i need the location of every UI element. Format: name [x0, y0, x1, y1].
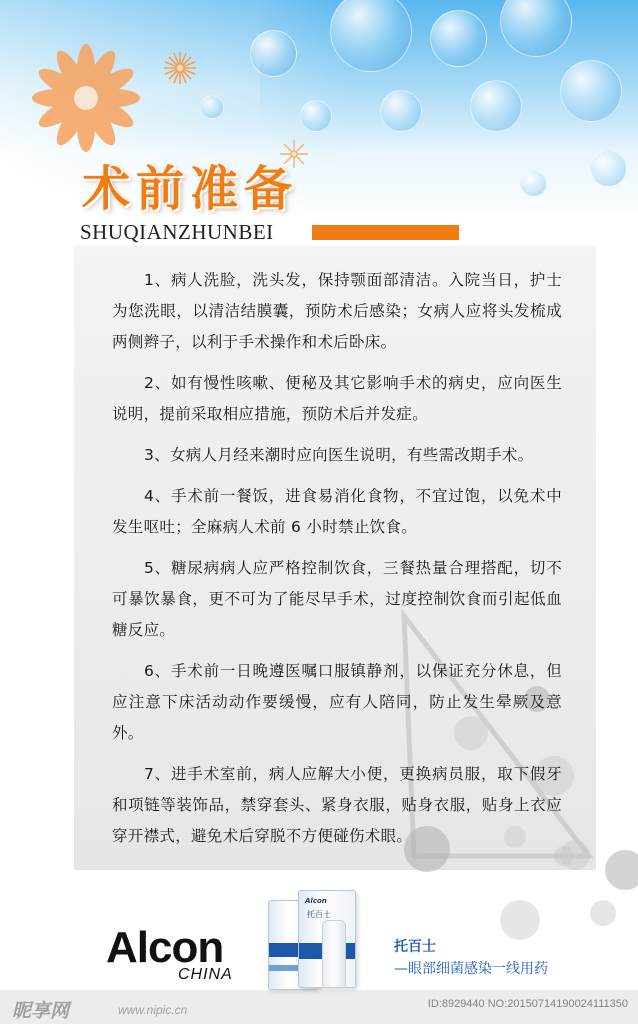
product-slogan: —眼部细菌感染一线用药 [394, 961, 548, 977]
bubble-decoration [520, 170, 547, 197]
circle-decoration [590, 900, 616, 926]
product-name: 托百士 [394, 939, 436, 955]
logo-subtext: CHINA [178, 966, 233, 983]
instruction-item: 3、女病人月经来潮时应向医生说明，有些需改期手术。 [144, 446, 534, 464]
bubble-decoration [470, 80, 522, 132]
flower-icon [162, 50, 198, 86]
instruction-item: 5、糖尿病病人应严格控制饮食，三餐热量合理搭配，切不可暴饮暴食，更不可为了能尽早手术，过度控制饮食而引起低血糖反应。 [112, 559, 562, 639]
product-bottle-image [322, 920, 346, 988]
bubble-decoration [300, 100, 332, 132]
bubble-decoration [590, 150, 627, 187]
flower-icon [30, 42, 142, 154]
circle-decoration [500, 900, 540, 940]
instruction-item: 7、进手术室前，病人应解大小便，更换病员服，取下假牙和项链等装饰品，禁穿套头、紧身衣服，贴身衣服，贴身上衣应穿开襟式，避免术后穿脱不方便碰伤术眼。 [112, 765, 562, 845]
instruction-item: 4、手术前一餐饭，进食易消化食物，不宜过饱，以免术中发生呕吐；全麻病人术前 6 小时禁止饮食。 [112, 487, 562, 536]
page-subtitle-pinyin: SHUQIANZHUNBEI [80, 220, 274, 244]
circle-decoration [605, 850, 638, 890]
instructions-list [112, 265, 562, 862]
watermark-url: www.nipic.cn [118, 1003, 188, 1017]
bubble-decoration [560, 60, 622, 122]
instruction-item: 1、病人洗脸，洗头发，保持颚面部清洁。入院当日，护士为您洗眼，以清洁结膜囊，预防术后感染；女病人应将头发梳成两侧辫子，以利于手术操作和术后卧床。 [112, 271, 562, 351]
bubble-decoration [380, 90, 422, 132]
logo-text: Alcon [106, 923, 224, 972]
watermark-site-name: 昵享网 [12, 1000, 70, 1022]
title-accent-bar [312, 225, 459, 240]
product-box-brand: Alcon [305, 897, 327, 905]
product-box-name: 托百士 [307, 910, 331, 919]
circle-decoration [560, 840, 590, 870]
bubble-decoration [250, 30, 297, 77]
watermark-id: ID:8929440 NO:20150714190024111350 [427, 998, 628, 1010]
instruction-item: 2、如有慢性咳嗽、便秘及其它影响手术的病史，应向医生说明，提前采取相应措施，预防术后并发症。 [112, 374, 562, 423]
bubble-decoration [200, 95, 224, 119]
page-title: 术前准备 [82, 161, 299, 217]
bubble-decoration [430, 10, 487, 67]
alcon-logo [106, 923, 233, 983]
instruction-item: 6、手术前一日晚遵医嘱口服镇静剂，以保证充分休息，但应注意下床活动动作要缓慢，应有人陪同，防止发生晕厥及意外。 [112, 662, 562, 742]
